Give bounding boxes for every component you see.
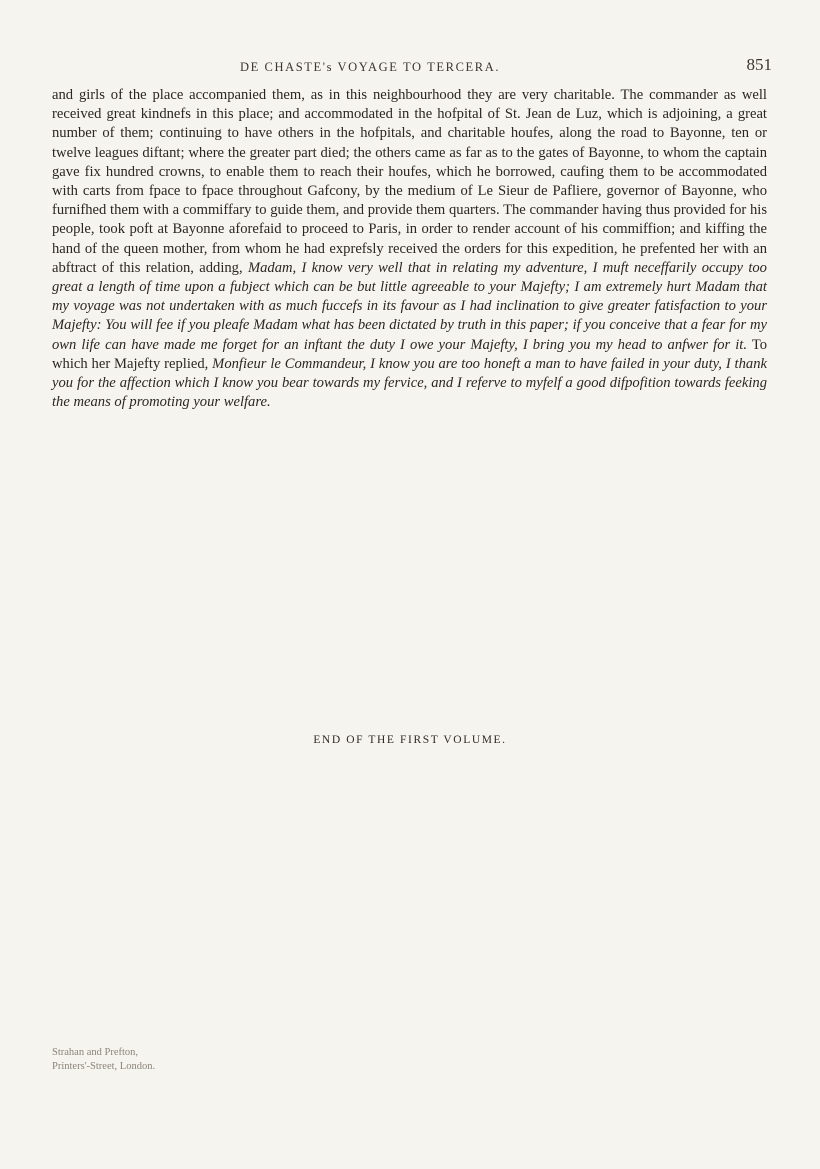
imprint-line: Printers'-Street, London. bbox=[52, 1061, 156, 1072]
quoted-reply: Monfieur le Commandeur, I know you are too honeft a man to have failed in your duty, I thank you for the affection which I know you bear towards my fervice, and I referve to myfelf a good difpofition towards feeking the means of promoting your welfare. bbox=[52, 355, 767, 411]
imprint-line: Strahan and Prefton, bbox=[52, 1047, 139, 1058]
page-number: 851 bbox=[746, 55, 772, 74]
narrative-text: To which her Majefty replied, bbox=[52, 336, 768, 372]
quoted-speech: Madam, I know very well that in relating my adventure, I muft neceffarily occupy too great a length of time upon a fubject which can be but little agreeable to your Majefty; I am extremely hurt Madam that my voyage was not undertaken with as much fuccefs in its favour as I had inclination to give greater fatisfaction to your Majefty: You will fee if you pleafe Madam what has been dictated by truth in this paper; if you conceive that a fear for my own life can have made me forget for an inftant the duty I owe your Majefty, I bring you my head to anfwer for it. bbox=[52, 259, 767, 353]
paragraph bbox=[52, 86, 767, 412]
end-of-volume-note: END OF THE FIRST VOLUME. bbox=[313, 734, 507, 746]
printer-imprint bbox=[52, 1046, 155, 1074]
running-head: DE CHASTE's VOYAGE TO TERCERA. bbox=[239, 60, 501, 74]
narrative-text: and girls of the place accompanied them, as in this neighbourhood they are very charitable. The commander as well received great kindnefs in this place; and accommodated in the hofpital of St. Jean de Luz, which is adjoining, a great number of them; continuing to have others in the hofpitals, and charitable houfes, along the road to Bayonne, ten or twelve leagues diftant; where the greater part died; the others came as far as to the gates of Bayonne, to whom the captain gave fix hundred crowns, to enable them to reach their houfes, which he borrowed, caufing them to be accommodated with carts from fpace to fpace throughout Gafcony, by the medium of Le Sieur de Pafliere, governor of Bayonne, who furnifhed them with a commiffary to guide them, and provide them quarters. The commander having thus provided for his people, took poft at Bayonne aforefaid to proceed to Paris, in order to render account of his commiffion; and kiffing the hand of the queen mother, from whom he had exprefsly received the orders for this expedition, he prefented her with an abftract of this relation, adding, bbox=[52, 87, 767, 276]
body-text bbox=[52, 86, 767, 412]
